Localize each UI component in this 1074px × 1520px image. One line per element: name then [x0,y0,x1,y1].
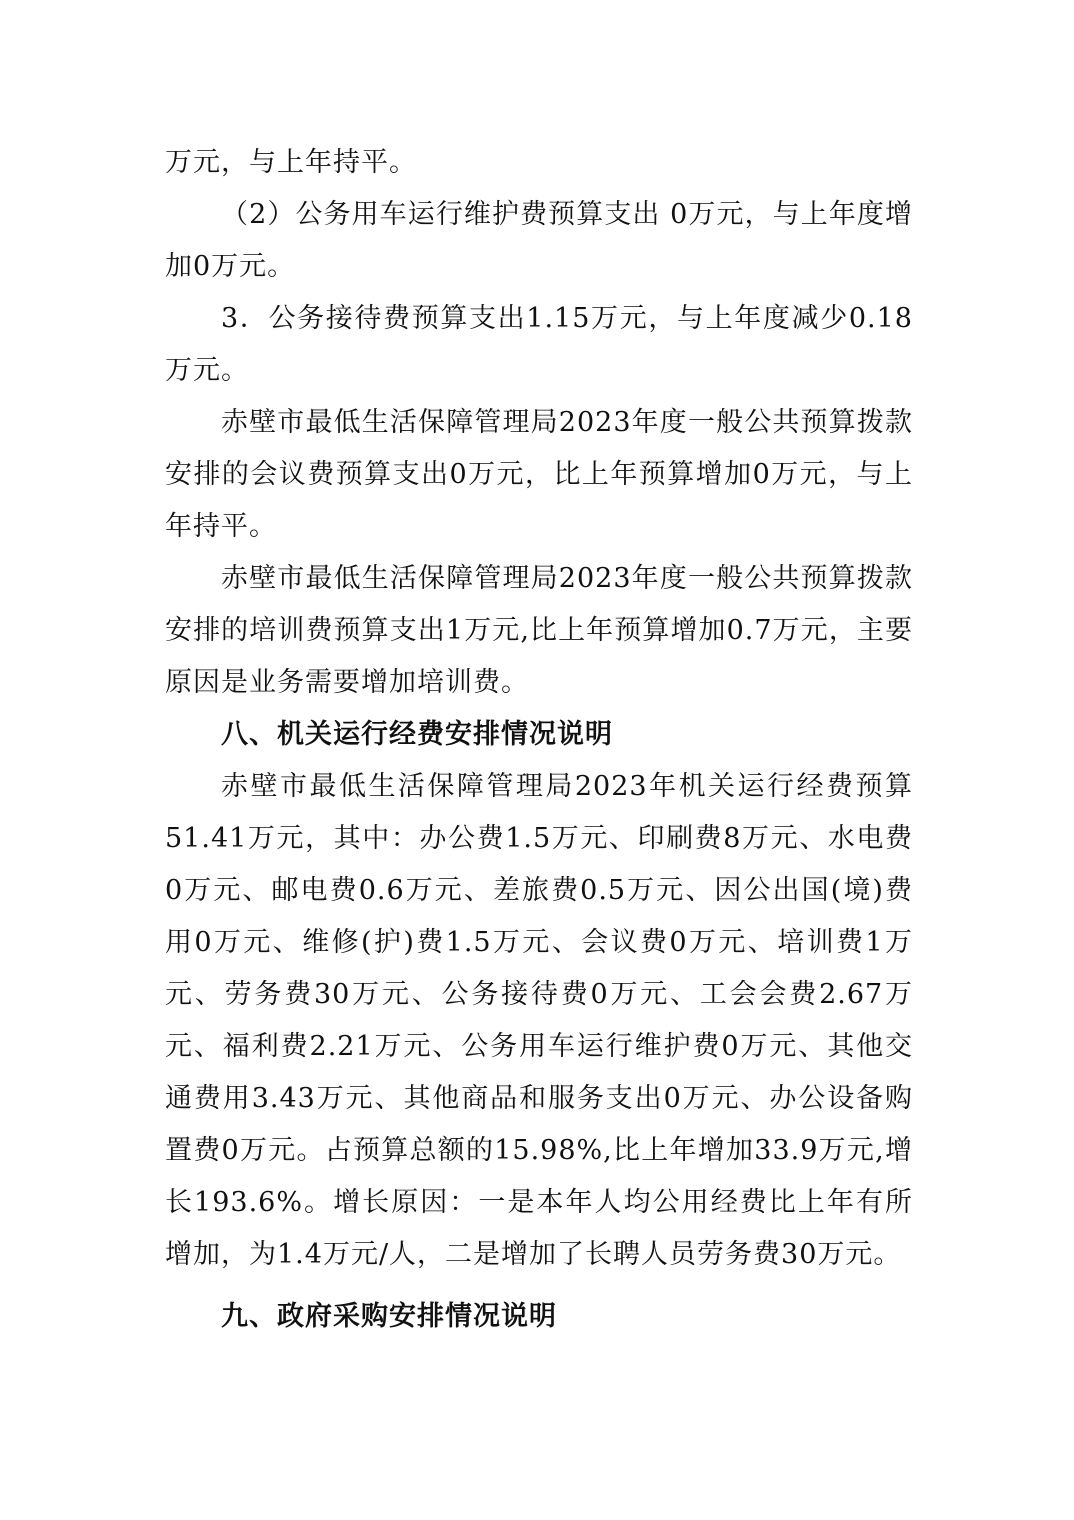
paragraph-vehicle-maintenance: （2）公务用车运行维护费预算支出 0万元，与上年度增加0万元。 [165,199,913,282]
section-heading-9: 九、政府采购安排情况说明 [221,1301,557,1332]
paragraph-meeting-expense: 赤壁市最低生活保障管理局2023年度一般公共预算拨款安排的会议费预算支出0万元，比上年预算增加0万元，与上年持平。 [165,407,913,542]
section-heading-8: 八、机关运行经费安排情况说明 [221,719,613,750]
paragraph-training-expense: 赤壁市最低生活保障管理局2023年度一般公共预算拨款安排的培训费预算支出1万元,比上年预算增加0.7万元，主要原因是业务需要增加培训费。 [165,563,913,698]
paragraph-operating-expense: 赤壁市最低生活保障管理局2023年机关运行经费预算51.41万元，其中：办公费1.5万元、印刷费8万元、水电费0万元、邮电费0.6万元、差旅费0.5万元、因公出国(境)费用0万元、维修(护)费1.5万元、会议费0万元、培训费1万元、劳务费30万元、公务接待费0万元、工会会费2.67万元、福利费2.21万元、公务用车运行维护费0万元、其他交通费用3.43万元、其他商品和服务支出0万元、办公设备购置费0万元。占预算总额的15.98%,比上年增加33.9万元,增长193.6%。增长原因：一是本年人均公用经费比上年有所增加，为1.4万元/人，二是增加了长聘人员劳务费30万元。 [165,771,913,1270]
document-body [165,137,913,1343]
paragraph-reception-expense: 3．公务接待费预算支出1.15万元，与上年度减少0.18万元。 [165,303,913,386]
paragraph-continuation: 万元，与上年持平。 [165,147,417,178]
